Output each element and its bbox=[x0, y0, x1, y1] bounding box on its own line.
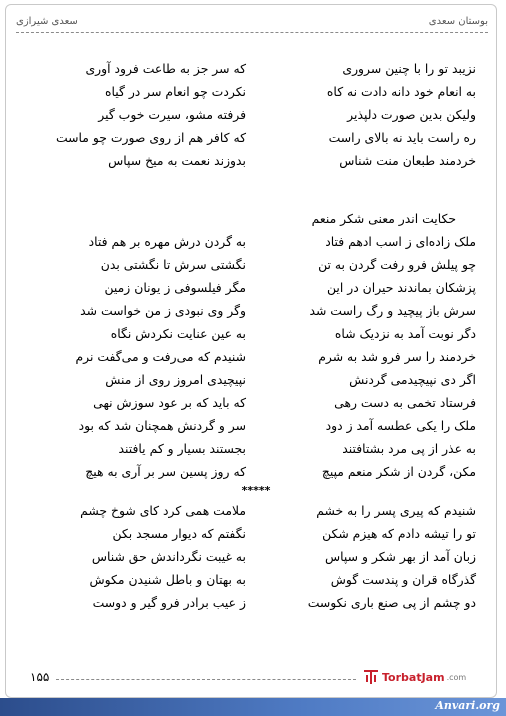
hemistich-second: فرفته مشو، سیرت خوب گیر bbox=[98, 107, 246, 122]
hemistich-second: که سر جز به طاعت فرود آوری bbox=[85, 61, 246, 76]
verse-row bbox=[36, 368, 476, 391]
verse-row bbox=[36, 391, 476, 414]
logo-brand: TorbatJam bbox=[382, 670, 445, 684]
hemistich-first: سرش باز پیچید و رگ راست شد bbox=[309, 303, 476, 318]
logo-domain: .com bbox=[446, 672, 467, 682]
hemistich-second: که روز پسین سر بر آری به هیچ bbox=[85, 464, 246, 479]
verse-row bbox=[36, 345, 476, 368]
hemistich-second: به غیبت نگرداندش حق شناس bbox=[91, 549, 246, 564]
hemistich-second: به بهتان و باطل شنیدن مکوش bbox=[89, 572, 246, 587]
footer-divider bbox=[56, 679, 356, 680]
hemistich-second: نگشتی سرش تا نگشتی بدن bbox=[100, 257, 246, 272]
hemistich-first: خردمند را سر فرو شد به شرم bbox=[318, 349, 476, 364]
hemistich-first: زبان آمد از بهر شکر و سپاس bbox=[324, 549, 476, 564]
hemistich-second: به عین عنایت نکردش نگاه bbox=[110, 326, 246, 341]
logo-icon bbox=[362, 668, 380, 686]
hemistich-first: شنیدم که پیری پسر را به خشم bbox=[316, 503, 476, 518]
header-divider bbox=[16, 32, 488, 33]
hemistich-second: ز عیب برادر فرو گیر و دوست bbox=[92, 595, 246, 610]
hemistich-first: اگر دی نپیچیدمی گردنش bbox=[349, 372, 476, 387]
watermark-text: Anvari.org bbox=[435, 699, 500, 712]
hemistich-second: مگر فیلسوفی ز یونان زمین bbox=[104, 280, 246, 295]
hemistich-second: که کافر هم از روی صورت چو ماست bbox=[55, 130, 246, 145]
hemistich-first: فرستاد تخمی به دست رهی bbox=[334, 395, 476, 410]
hemistich-first: چو پیلش فرو رفت گردن به تن bbox=[318, 257, 476, 272]
hemistich-second: ملامت همی کرد کای شوخ چشم bbox=[80, 503, 246, 518]
hemistich-first: گذرگاه قران و پندست گوش bbox=[330, 572, 476, 587]
verse-row bbox=[36, 460, 476, 483]
hemistich-second: بدوزند نعمت به میخ سپاس bbox=[108, 153, 246, 168]
section-separator: ***** bbox=[241, 484, 271, 497]
site-logo[interactable] bbox=[362, 668, 466, 686]
hemistich-first: دگر نوبت آمد به نزدیک شاه bbox=[334, 326, 476, 341]
hemistich-first: به عذر از پی مرد بشتافتند bbox=[342, 441, 476, 456]
hemistich-first: تو را تیشه دادم که هیزم شکن bbox=[322, 526, 476, 541]
hemistich-first: به انعام خود دانه دادت نه کاه bbox=[326, 84, 476, 99]
stanza-gap bbox=[36, 195, 476, 207]
verse-row bbox=[36, 299, 476, 322]
verse-row bbox=[36, 80, 476, 103]
hemistich-second: به گردن درش مهره بر هم فتاد bbox=[88, 234, 246, 249]
verse-row bbox=[36, 230, 476, 253]
hemistich-first: ملک زاده‌ای ز اسب ادهم فتاد bbox=[325, 234, 476, 249]
book-title: بوستان سعدی bbox=[428, 15, 488, 27]
verse-row bbox=[36, 568, 476, 591]
verse-row bbox=[36, 499, 476, 522]
author-name: سعدی شیرازی bbox=[16, 15, 78, 27]
hemistich-first: دو چشم از پی صنع باری نکوست bbox=[307, 595, 476, 610]
verse-row bbox=[36, 437, 476, 460]
page-header bbox=[16, 10, 488, 32]
hemistich-second: وگر وی نبودی ز من خواست شد bbox=[80, 303, 246, 318]
hemistich-second: شنیدم که می‌رفت و می‌گفت نرم bbox=[75, 349, 246, 364]
verse-row bbox=[36, 126, 476, 149]
hemistich-first: مکن، گردن از شکر منعم مپیچ bbox=[321, 464, 476, 479]
verse-row bbox=[36, 253, 476, 276]
hemistich-second: نگفتم که دیوار مسجد بکن bbox=[112, 526, 246, 541]
verse-row bbox=[36, 322, 476, 345]
poem-body bbox=[36, 57, 476, 614]
verse-row bbox=[36, 103, 476, 126]
watermark-bar bbox=[0, 698, 506, 716]
verse-row bbox=[36, 545, 476, 568]
verse-row bbox=[36, 276, 476, 299]
stanza-gap bbox=[36, 172, 476, 195]
hemistich-first: ره راست باید نه بالای راست bbox=[328, 130, 476, 145]
hemistich-second: نپیچیدی امروز روی از منش bbox=[105, 372, 246, 387]
verse-row bbox=[36, 57, 476, 80]
hemistich-first: پزشکان بماندند حیران در این bbox=[326, 280, 476, 295]
verse-row bbox=[36, 591, 476, 614]
story-heading: حکایت اندر معنی شکر منعم bbox=[311, 211, 456, 226]
hemistich-second: سر و گردنش همچنان شد که بود bbox=[78, 418, 246, 433]
verse-row bbox=[36, 149, 476, 172]
hemistich-first: نزیبد تو را با چنین سروری bbox=[342, 61, 476, 76]
hemistich-first: ولیکن بدین صورت دلپذیر bbox=[347, 107, 476, 122]
hemistich-first: خردمند طبعان منت شناس bbox=[339, 153, 476, 168]
page-number: ۱۵۵ bbox=[30, 670, 50, 684]
hemistich-second: نکردت چو انعام سر در گیاه bbox=[104, 84, 246, 99]
verse-row bbox=[36, 522, 476, 545]
hemistich-second: که باید که بر عود سوزش نهی bbox=[93, 395, 246, 410]
verse-row bbox=[36, 414, 476, 437]
hemistich-second: بجستند بسیار و کم یافتند bbox=[118, 441, 246, 456]
hemistich-first: ملک را یکی عطسه آمد ز دود bbox=[325, 418, 476, 433]
